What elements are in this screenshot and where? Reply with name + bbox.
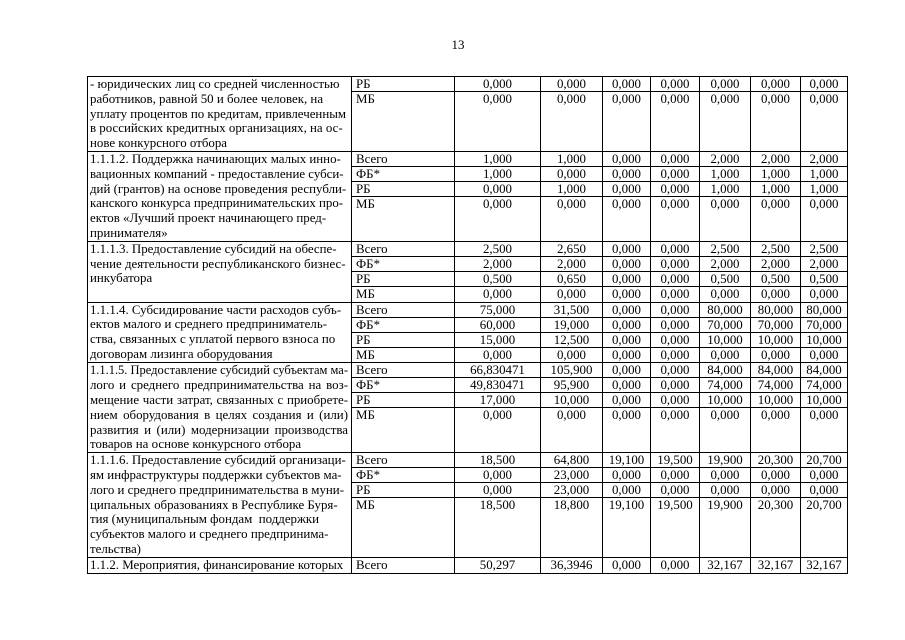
value-cell: 0,000 bbox=[651, 92, 700, 152]
value-cell: 0,000 bbox=[801, 408, 848, 453]
page-number: 13 bbox=[451, 37, 465, 52]
value-cell: 2,000 bbox=[455, 257, 541, 272]
value-cell: 20,300 bbox=[751, 498, 801, 558]
value-cell: 0,000 bbox=[603, 393, 651, 408]
value-cell: 20,700 bbox=[801, 498, 848, 558]
description-line: ства, связанных с уплатой первого взноса по bbox=[90, 332, 336, 347]
value-cell: 0,000 bbox=[700, 348, 751, 364]
value-cell: 2,650 bbox=[541, 242, 603, 257]
value-cell: 1,000 bbox=[455, 167, 541, 182]
value-cell: 18,800 bbox=[541, 498, 603, 558]
value-cell: 0,000 bbox=[700, 197, 751, 242]
value-cell: 0,000 bbox=[455, 408, 541, 453]
value-cell: 15,000 bbox=[455, 333, 541, 348]
funding-source-label: МБ bbox=[352, 197, 455, 242]
funding-source-label: МБ bbox=[352, 287, 455, 303]
value-cell: 0,000 bbox=[651, 393, 700, 408]
description-line: дий (грантов) на основе проведения республи- bbox=[90, 181, 347, 196]
value-cell: 19,500 bbox=[651, 498, 700, 558]
value-cell: 0,000 bbox=[801, 92, 848, 152]
value-cell: 19,900 bbox=[700, 453, 751, 468]
value-cell: 0,000 bbox=[751, 468, 801, 483]
value-cell: 80,000 bbox=[801, 303, 848, 318]
value-cell: 0,000 bbox=[455, 197, 541, 242]
value-cell: 0,000 bbox=[651, 197, 700, 242]
value-cell: 23,000 bbox=[541, 468, 603, 483]
value-cell: 0,000 bbox=[651, 167, 700, 182]
value-cell: 0,000 bbox=[603, 318, 651, 333]
value-cell: 23,000 bbox=[541, 483, 603, 498]
funding-source-label: Всего bbox=[352, 558, 455, 574]
description-line: - юридических лиц со средней численностью bbox=[90, 77, 340, 91]
value-cell: 0,000 bbox=[801, 287, 848, 303]
description-line: мещение части затрат, связанных с приобрете- bbox=[90, 392, 348, 407]
value-cell: 0,000 bbox=[651, 152, 700, 167]
value-cell: 0,000 bbox=[541, 167, 603, 182]
funding-source-label: РБ bbox=[352, 483, 455, 498]
value-cell: 19,100 bbox=[603, 453, 651, 468]
value-cell: 0,000 bbox=[603, 242, 651, 257]
value-cell: 10,000 bbox=[700, 393, 751, 408]
description-line: тия (муниципальным фондам поддержки bbox=[90, 512, 320, 527]
value-cell: 0,500 bbox=[801, 272, 848, 287]
value-cell: 0,000 bbox=[455, 77, 541, 92]
value-cell: 0,000 bbox=[651, 242, 700, 257]
description-line: 1.1.1.4. Субсидирование части расходов субъ- bbox=[90, 302, 342, 317]
description-line: нове конкурсного отбора bbox=[90, 136, 227, 151]
value-cell: 10,000 bbox=[801, 393, 848, 408]
value-cell: 0,000 bbox=[700, 483, 751, 498]
value-cell: 84,000 bbox=[801, 363, 848, 378]
value-cell: 32,167 bbox=[801, 558, 848, 574]
value-cell: 1,000 bbox=[801, 182, 848, 197]
value-cell: 32,167 bbox=[700, 558, 751, 574]
value-cell: 0,000 bbox=[801, 483, 848, 498]
funding-source-label: РБ bbox=[352, 182, 455, 197]
value-cell: 0,000 bbox=[603, 77, 651, 92]
description-line: субъектов малого и среднего предпринима- bbox=[90, 527, 329, 542]
value-cell: 50,297 bbox=[455, 558, 541, 574]
value-cell: 2,000 bbox=[751, 257, 801, 272]
value-cell: 12,500 bbox=[541, 333, 603, 348]
description-line: 1.1.1.6. Предоставление субсидий организаци- bbox=[90, 453, 346, 468]
description-line: чение деятельности республиканского бизнес- bbox=[90, 256, 346, 271]
value-cell: 0,000 bbox=[751, 408, 801, 453]
value-cell: 0,000 bbox=[603, 363, 651, 378]
value-cell: 17,000 bbox=[455, 393, 541, 408]
description-line: вационных компаний - предоставление субси- bbox=[90, 166, 344, 181]
value-cell: 0,000 bbox=[541, 92, 603, 152]
value-cell: 10,000 bbox=[700, 333, 751, 348]
value-cell: 10,000 bbox=[801, 333, 848, 348]
value-cell: 20,300 bbox=[751, 453, 801, 468]
description-line: нием оборудования в целях создания и (или) bbox=[90, 407, 348, 422]
value-cell: 19,000 bbox=[541, 318, 603, 333]
value-cell: 0,000 bbox=[651, 77, 700, 92]
value-cell: 80,000 bbox=[700, 303, 751, 318]
value-cell: 0,000 bbox=[751, 348, 801, 364]
value-cell: 18,500 bbox=[455, 498, 541, 558]
value-cell: 10,000 bbox=[751, 393, 801, 408]
value-cell: 105,900 bbox=[541, 363, 603, 378]
value-cell: 0,000 bbox=[651, 272, 700, 287]
value-cell: 0,000 bbox=[541, 77, 603, 92]
value-cell: 0,000 bbox=[651, 483, 700, 498]
value-cell: 1,000 bbox=[700, 182, 751, 197]
description-line: работников, равной 50 и более человек, на bbox=[90, 91, 324, 106]
value-cell: 0,000 bbox=[651, 182, 700, 197]
value-cell: 0,000 bbox=[651, 558, 700, 574]
value-cell: 0,000 bbox=[455, 483, 541, 498]
item-description bbox=[88, 453, 352, 558]
value-cell: 32,167 bbox=[751, 558, 801, 574]
funding-source-label: ФБ* bbox=[352, 257, 455, 272]
value-cell: 0,000 bbox=[541, 197, 603, 242]
table-row-group bbox=[88, 242, 848, 303]
value-cell: 36,3946 bbox=[541, 558, 603, 574]
value-cell: 0,000 bbox=[455, 468, 541, 483]
value-cell: 1,000 bbox=[751, 167, 801, 182]
value-cell: 0,000 bbox=[603, 483, 651, 498]
value-cell: 74,000 bbox=[801, 378, 848, 393]
value-cell: 0,000 bbox=[603, 333, 651, 348]
value-cell: 20,700 bbox=[801, 453, 848, 468]
funding-source-label: Всего bbox=[352, 453, 455, 468]
value-cell: 84,000 bbox=[751, 363, 801, 378]
value-cell: 0,000 bbox=[603, 468, 651, 483]
funding-source-label: ФБ* bbox=[352, 378, 455, 393]
item-description bbox=[88, 152, 352, 242]
description-line: ектов «Лучший проект начинающего пред- bbox=[90, 211, 327, 226]
description-line: ципальных образованиях в Республике Буря- bbox=[90, 497, 338, 512]
description-line: 1.1.2. Мероприятия, финансирование которых bbox=[90, 557, 344, 572]
value-cell: 0,000 bbox=[603, 182, 651, 197]
description-line: лого и среднего предпринимательства в муни- bbox=[90, 482, 344, 497]
funding-source-label: РБ bbox=[352, 333, 455, 348]
funding-source-label: МБ bbox=[352, 348, 455, 364]
value-cell: 0,000 bbox=[603, 257, 651, 272]
value-cell: 1,000 bbox=[541, 152, 603, 167]
value-cell: 0,000 bbox=[541, 348, 603, 364]
description-line: инкубатора bbox=[90, 271, 153, 286]
value-cell: 1,000 bbox=[541, 182, 603, 197]
item-description bbox=[88, 77, 352, 152]
value-cell: 0,000 bbox=[603, 378, 651, 393]
description-line: лого и среднего предпринимательства на воз- bbox=[90, 378, 348, 393]
value-cell: 0,000 bbox=[651, 468, 700, 483]
value-cell: 0,000 bbox=[700, 77, 751, 92]
value-cell: 74,000 bbox=[751, 378, 801, 393]
table-row-group bbox=[88, 303, 848, 364]
funding-source-label: ФБ* bbox=[352, 468, 455, 483]
table-row-group bbox=[88, 453, 848, 558]
value-cell: 19,500 bbox=[651, 453, 700, 468]
value-cell: 2,000 bbox=[700, 152, 751, 167]
item-description bbox=[88, 558, 352, 574]
value-cell: 66,830471 bbox=[455, 363, 541, 378]
value-cell: 10,000 bbox=[751, 333, 801, 348]
funding-source-label: Всего bbox=[352, 303, 455, 318]
value-cell: 0,000 bbox=[455, 182, 541, 197]
value-cell: 0,500 bbox=[751, 272, 801, 287]
value-cell: 2,500 bbox=[751, 242, 801, 257]
value-cell: 64,800 bbox=[541, 453, 603, 468]
value-cell: 0,000 bbox=[651, 318, 700, 333]
value-cell: 0,000 bbox=[651, 257, 700, 272]
funding-source-label: ФБ* bbox=[352, 167, 455, 182]
value-cell: 0,000 bbox=[801, 77, 848, 92]
value-cell: 95,900 bbox=[541, 378, 603, 393]
value-cell: 0,000 bbox=[651, 333, 700, 348]
value-cell: 0,000 bbox=[651, 287, 700, 303]
value-cell: 0,000 bbox=[603, 92, 651, 152]
funding-source-label: Всего bbox=[352, 363, 455, 378]
value-cell: 1,000 bbox=[455, 152, 541, 167]
value-cell: 31,500 bbox=[541, 303, 603, 318]
value-cell: 0,000 bbox=[751, 92, 801, 152]
item-description bbox=[88, 303, 352, 364]
funding-source-label: ФБ* bbox=[352, 318, 455, 333]
funding-source-label: Всего bbox=[352, 242, 455, 257]
item-description bbox=[88, 242, 352, 303]
description-line: 1.1.1.5. Предоставление субсидий субъектам ма- bbox=[90, 363, 348, 378]
value-cell: 2,000 bbox=[751, 152, 801, 167]
value-cell: 0,000 bbox=[700, 408, 751, 453]
description-line: 1.1.1.2. Поддержка начинающих малых инно- bbox=[90, 151, 341, 166]
value-cell: 0,000 bbox=[455, 92, 541, 152]
value-cell: 0,000 bbox=[541, 408, 603, 453]
value-cell: 84,000 bbox=[700, 363, 751, 378]
funding-source-label: РБ bbox=[352, 393, 455, 408]
value-cell: 0,000 bbox=[603, 197, 651, 242]
table-row-group bbox=[88, 152, 848, 242]
value-cell: 0,000 bbox=[651, 378, 700, 393]
table-row-group bbox=[88, 558, 848, 574]
funding-source-label: МБ bbox=[352, 92, 455, 152]
value-cell: 2,500 bbox=[700, 242, 751, 257]
funding-source-label: РБ bbox=[352, 77, 455, 92]
value-cell: 0,000 bbox=[751, 287, 801, 303]
value-cell: 19,900 bbox=[700, 498, 751, 558]
funding-source-label: РБ bbox=[352, 272, 455, 287]
description-line: ектов малого и среднего предприниматель- bbox=[90, 317, 328, 332]
value-cell: 70,000 bbox=[700, 318, 751, 333]
description-line: 1.1.1.3. Предоставление субсидий на обеспе- bbox=[90, 241, 337, 256]
funding-source-label: Всего bbox=[352, 152, 455, 167]
description-line: в российских кредитных организациях, на ос- bbox=[90, 121, 343, 136]
value-cell: 0,000 bbox=[603, 558, 651, 574]
funding-source-label: МБ bbox=[352, 408, 455, 453]
funding-table bbox=[87, 76, 848, 574]
value-cell: 1,000 bbox=[700, 167, 751, 182]
description-line: договорам лизинга оборудования bbox=[90, 346, 273, 361]
value-cell: 80,000 bbox=[751, 303, 801, 318]
value-cell: 0,650 bbox=[541, 272, 603, 287]
value-cell: 1,000 bbox=[751, 182, 801, 197]
value-cell: 0,000 bbox=[700, 92, 751, 152]
value-cell: 0,000 bbox=[751, 77, 801, 92]
value-cell: 0,000 bbox=[603, 167, 651, 182]
value-cell: 2,500 bbox=[455, 242, 541, 257]
value-cell: 2,500 bbox=[801, 242, 848, 257]
value-cell: 18,500 bbox=[455, 453, 541, 468]
value-cell: 0,500 bbox=[455, 272, 541, 287]
table-row-group bbox=[88, 363, 848, 453]
value-cell: 0,000 bbox=[455, 348, 541, 364]
description-line: уплату процентов по кредитам, привлеченным bbox=[90, 106, 347, 121]
value-cell: 0,000 bbox=[801, 348, 848, 364]
value-cell: 0,000 bbox=[603, 272, 651, 287]
value-cell: 0,000 bbox=[603, 152, 651, 167]
value-cell: 75,000 bbox=[455, 303, 541, 318]
value-cell: 2,000 bbox=[541, 257, 603, 272]
value-cell: 74,000 bbox=[700, 378, 751, 393]
value-cell: 70,000 bbox=[751, 318, 801, 333]
value-cell: 0,500 bbox=[700, 272, 751, 287]
description-line: тельства) bbox=[90, 541, 141, 556]
value-cell: 10,000 bbox=[541, 393, 603, 408]
value-cell: 49,830471 bbox=[455, 378, 541, 393]
value-cell: 1,000 bbox=[801, 167, 848, 182]
value-cell: 0,000 bbox=[603, 287, 651, 303]
value-cell: 0,000 bbox=[751, 197, 801, 242]
value-cell: 0,000 bbox=[651, 303, 700, 318]
description-line: товаров на основе конкурсного отбора bbox=[90, 437, 302, 452]
funding-source-label: МБ bbox=[352, 498, 455, 558]
value-cell: 0,000 bbox=[651, 408, 700, 453]
value-cell: 0,000 bbox=[751, 483, 801, 498]
description-line: развития и (или) модернизации производства bbox=[90, 422, 348, 437]
value-cell: 2,000 bbox=[801, 257, 848, 272]
value-cell: 0,000 bbox=[700, 468, 751, 483]
table-row-group bbox=[88, 77, 848, 152]
description-line: ям инфраструктуры поддержки субъектов ма- bbox=[90, 467, 342, 482]
value-cell: 0,000 bbox=[541, 287, 603, 303]
value-cell: 0,000 bbox=[801, 197, 848, 242]
value-cell: 0,000 bbox=[455, 287, 541, 303]
value-cell: 60,000 bbox=[455, 318, 541, 333]
description-line: принимателя» bbox=[90, 225, 168, 240]
value-cell: 0,000 bbox=[603, 408, 651, 453]
value-cell: 2,000 bbox=[700, 257, 751, 272]
value-cell: 19,100 bbox=[603, 498, 651, 558]
value-cell: 70,000 bbox=[801, 318, 848, 333]
value-cell: 2,000 bbox=[801, 152, 848, 167]
value-cell: 0,000 bbox=[801, 468, 848, 483]
value-cell: 0,000 bbox=[651, 348, 700, 364]
value-cell: 0,000 bbox=[700, 287, 751, 303]
value-cell: 0,000 bbox=[603, 348, 651, 364]
item-description bbox=[88, 363, 352, 453]
value-cell: 0,000 bbox=[603, 303, 651, 318]
description-line: канского конкурса предпринимательских про- bbox=[90, 196, 344, 211]
value-cell: 0,000 bbox=[651, 363, 700, 378]
